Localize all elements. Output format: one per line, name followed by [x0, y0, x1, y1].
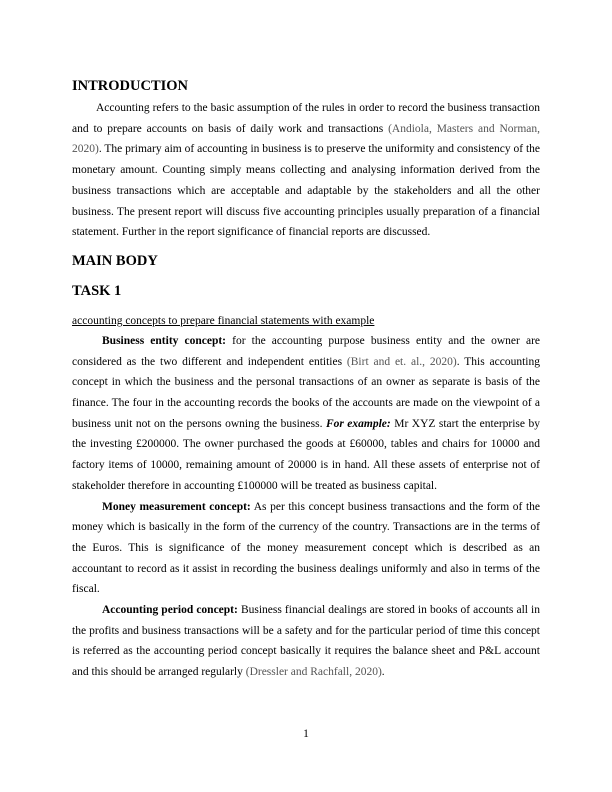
money-measurement-label: Money measurement concept: — [102, 500, 251, 513]
page-content — [72, 76, 540, 683]
accounting-period-end: . — [381, 666, 385, 679]
intro-text: Accounting refers to the basic assumption of the rules in order to record the business transaction and to prepare accounts on basis of daily work and transactions — [72, 102, 540, 135]
accounting-period-label: Accounting period concept: — [102, 604, 238, 617]
business-entity-label: Business entity concept: — [102, 334, 227, 347]
example-label: For example: — [325, 417, 391, 430]
intro-citation: (Andiola, Masters and Norman, 2020) — [72, 122, 541, 156]
accounting-period-paragraph — [72, 600, 540, 683]
task-heading: TASK 1 — [72, 282, 122, 299]
introduction-heading: INTRODUCTION — [72, 78, 189, 94]
money-measurement-text: As per this concept business transactions and the form of the money which is basically in the form of the currency of the country. Transactions are in the terms of the Euros. This is significance of the money measurement concept which is described as an accountant to record as it assist in recording the business dealings uniformly and also in terms of the fiscal. — [72, 500, 540, 596]
business-entity-citation: (Birt and et. al., 2020) — [346, 355, 457, 368]
business-entity-text-2: . This accounting concept in which the business and the personal transactions of an owner as separate is basis of the finance. The four in the accounting records the books of the accounts are made on the viewpoint of a business unit not on the persons owning the business. — [72, 355, 540, 430]
business-entity-paragraph — [72, 331, 540, 497]
introduction-paragraph — [72, 98, 540, 243]
money-measurement-paragraph — [72, 497, 540, 601]
business-entity-text: for the accounting purpose business entity and the owner are considered as the two different and independent entities — [72, 334, 541, 368]
main-body-heading: MAIN BODY — [72, 252, 158, 269]
page-number: 1 — [303, 728, 309, 740]
section-subheading: accounting concepts to prepare financial statements with example — [72, 314, 375, 327]
accounting-period-text: Business financial dealings are stored in books of accounts all in the profits and business transactions will be a safety and for the particular period of time this concept is referred as the accounting period concept basically it requires the balance sheet and P&L account and this should be arranged regularly — [72, 604, 541, 679]
accounting-period-citation: (Dressler and Rachfall, 2020) — [245, 666, 382, 679]
intro-text-end: . The primary aim of accounting in business is to preserve the uniformity and consistency of the monetary amount. Counting simply means collecting and analysing information derived from the business transactions which are acceptable and adaptable by the stakeholders and all the other business. The present report will discuss five accounting principles usually preparation of a financial statement. Further in the report significance of financial reports are discussed. — [72, 143, 540, 239]
business-entity-example: Mr XYZ start the enterprise by the investing £200000. The owner purchased the goods at £60000, tables and chairs for 10000 and factory items of 10000, remaining amount of 20000 is in hand. All these assets of enterprise not of stakeholder therefore in accounting £100000 will be treated as business capital. — [72, 417, 540, 492]
